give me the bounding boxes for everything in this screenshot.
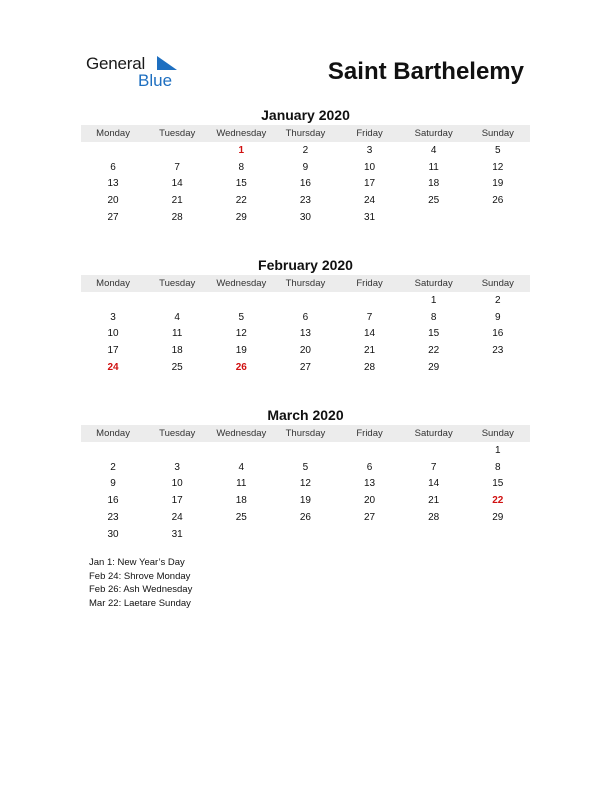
date-cell: 23 [107,512,119,524]
week-row [81,309,530,326]
weekday-label: Monday [96,278,130,289]
week-row [81,159,530,176]
week-row [81,476,530,493]
month-title: February 2020 [258,257,353,273]
date-cell: 5 [238,311,245,323]
date-cell: 15 [235,178,247,190]
date-cell: 28 [364,362,376,374]
date-cell: 24 [364,195,376,207]
date-cell: 15 [492,478,504,490]
date-cell: 25 [428,195,440,207]
date-cell: 18 [235,495,247,507]
date-cell: 9 [110,478,116,490]
date-cell: 3 [366,144,373,156]
holiday-date-cell: 24 [107,362,119,374]
date-cell: 16 [299,178,311,190]
month-march [81,406,530,543]
date-cell: 28 [428,512,440,524]
date-cell: 9 [302,161,309,173]
date-cell: 19 [492,178,504,190]
date-cell: 7 [430,461,437,473]
date-cell: 18 [428,178,440,190]
date-cell: 21 [428,495,440,507]
date-cell: 12 [299,478,311,490]
weekday-label: Tuesday [159,278,196,289]
date-cell: 16 [107,495,119,507]
weekday-label: Saturday [414,428,453,439]
date-cell: 18 [171,345,183,357]
date-cell: 13 [107,178,119,190]
week-row [81,442,530,459]
date-cell: 29 [235,212,247,224]
date-cell: 30 [299,212,311,224]
weekday-label: Thursday [285,128,326,139]
date-cell: 23 [492,345,504,357]
weekday-label: Monday [96,128,130,139]
date-cell: 16 [492,328,504,340]
week-row [81,459,530,476]
date-cell: 27 [299,362,311,374]
week-row [81,142,530,159]
weekday-label: Wednesday [216,428,267,439]
date-cell: 19 [299,495,311,507]
date-cell: 12 [492,161,504,173]
week-row [81,326,530,343]
date-cell: 2 [110,461,116,473]
logo-flag-icon [157,56,177,70]
date-cell: 28 [171,212,183,224]
week-row [81,359,530,376]
generalblue-logo [86,54,186,94]
logo-word-blue: Blue [138,71,173,90]
date-cell: 10 [171,478,183,490]
date-cell: 12 [235,328,247,340]
month-january [81,106,530,226]
weekday-header-row [81,275,530,292]
date-cell: 22 [235,195,247,207]
date-cell: 20 [364,495,376,507]
date-cell: 23 [299,195,311,207]
date-cell: 29 [428,362,440,374]
weekday-label: Sunday [481,278,514,289]
week-row [81,176,530,193]
weekday-label: Tuesday [159,128,196,139]
date-cell: 21 [364,345,376,357]
date-cell: 2 [495,294,501,306]
weekday-label: Tuesday [159,428,196,439]
date-cell: 7 [174,161,180,173]
weekday-label: Sunday [481,428,514,439]
week-row [81,509,530,526]
date-cell: 7 [366,311,373,323]
date-cell: 4 [174,311,180,323]
date-cell: 31 [364,212,376,224]
holiday-date-cell: 22 [492,495,504,507]
holiday-item: Mar 22: Laetare Sunday [89,597,191,609]
weekday-label: Friday [356,428,383,439]
date-cell: 9 [495,311,501,323]
date-cell: 1 [495,444,501,456]
date-cell: 2 [302,144,309,156]
date-cell: 14 [428,478,440,490]
date-cell: 14 [171,178,183,190]
week-row [81,209,530,226]
date-cell: 24 [171,512,183,524]
date-cell: 25 [171,362,183,374]
weekday-label: Thursday [285,428,326,439]
holiday-item: Feb 24: Shrove Monday [89,570,191,582]
date-cell: 1 [430,294,437,306]
weekday-label: Friday [356,128,383,139]
date-cell: 11 [428,161,439,173]
weekday-label: Thursday [285,278,326,289]
date-cell: 10 [107,328,119,340]
date-cell: 6 [110,161,116,173]
weekday-header-row [81,425,530,442]
date-cell: 22 [428,345,440,357]
weekday-label: Monday [96,428,130,439]
month-title: January 2020 [261,107,350,123]
month-february [81,256,530,376]
date-cell: 6 [302,311,309,323]
week-row [81,192,530,209]
date-cell: 8 [430,311,437,323]
date-cell: 26 [492,195,504,207]
date-cell: 20 [107,195,119,207]
date-cell: 27 [107,212,119,224]
week-row [81,492,530,509]
date-cell: 27 [364,512,376,524]
holiday-item: Jan 1: New Year’s Day [89,557,185,568]
date-cell: 25 [235,512,247,524]
weekday-label: Friday [356,278,383,289]
date-cell: 30 [107,528,119,540]
weekday-header-row [81,125,530,142]
week-row [81,526,530,543]
month-title: March 2020 [267,407,344,423]
date-cell: 6 [366,461,373,473]
logo-word-general: General [86,54,146,73]
date-cell: 8 [238,161,245,173]
week-row [81,342,530,359]
holiday-list [89,556,192,610]
date-cell: 13 [299,328,311,340]
date-cell: 17 [107,345,119,357]
date-cell: 5 [302,461,309,473]
date-cell: 20 [299,345,311,357]
date-cell: 14 [364,328,376,340]
date-cell: 26 [299,512,311,524]
date-cell: 17 [364,178,376,190]
weekday-label: Saturday [414,278,453,289]
date-cell: 11 [171,328,183,340]
date-cell: 19 [235,345,247,357]
date-cell: 4 [430,144,437,156]
weekday-label: Wednesday [216,278,267,289]
date-cell: 4 [238,461,245,473]
date-cell: 21 [171,195,183,207]
date-cell: 15 [428,328,440,340]
weekday-label: Saturday [414,128,453,139]
holiday-item: Feb 26: Ash Wednesday [89,584,193,595]
weekday-label: Wednesday [216,128,267,139]
holiday-date-cell: 26 [235,362,247,374]
date-cell: 5 [495,144,501,156]
weekday-label: Sunday [481,128,514,139]
country-title: Saint Barthelemy [327,58,524,85]
date-cell: 10 [364,161,376,173]
holiday-date-cell: 1 [238,144,245,156]
date-cell: 29 [492,512,504,524]
date-cell: 8 [495,461,501,473]
date-cell: 3 [174,461,180,473]
date-cell: 13 [364,478,376,490]
week-row [81,292,530,309]
date-cell: 31 [171,528,183,540]
date-cell: 17 [171,495,183,507]
date-cell: 11 [236,478,247,490]
date-cell: 3 [110,311,116,323]
